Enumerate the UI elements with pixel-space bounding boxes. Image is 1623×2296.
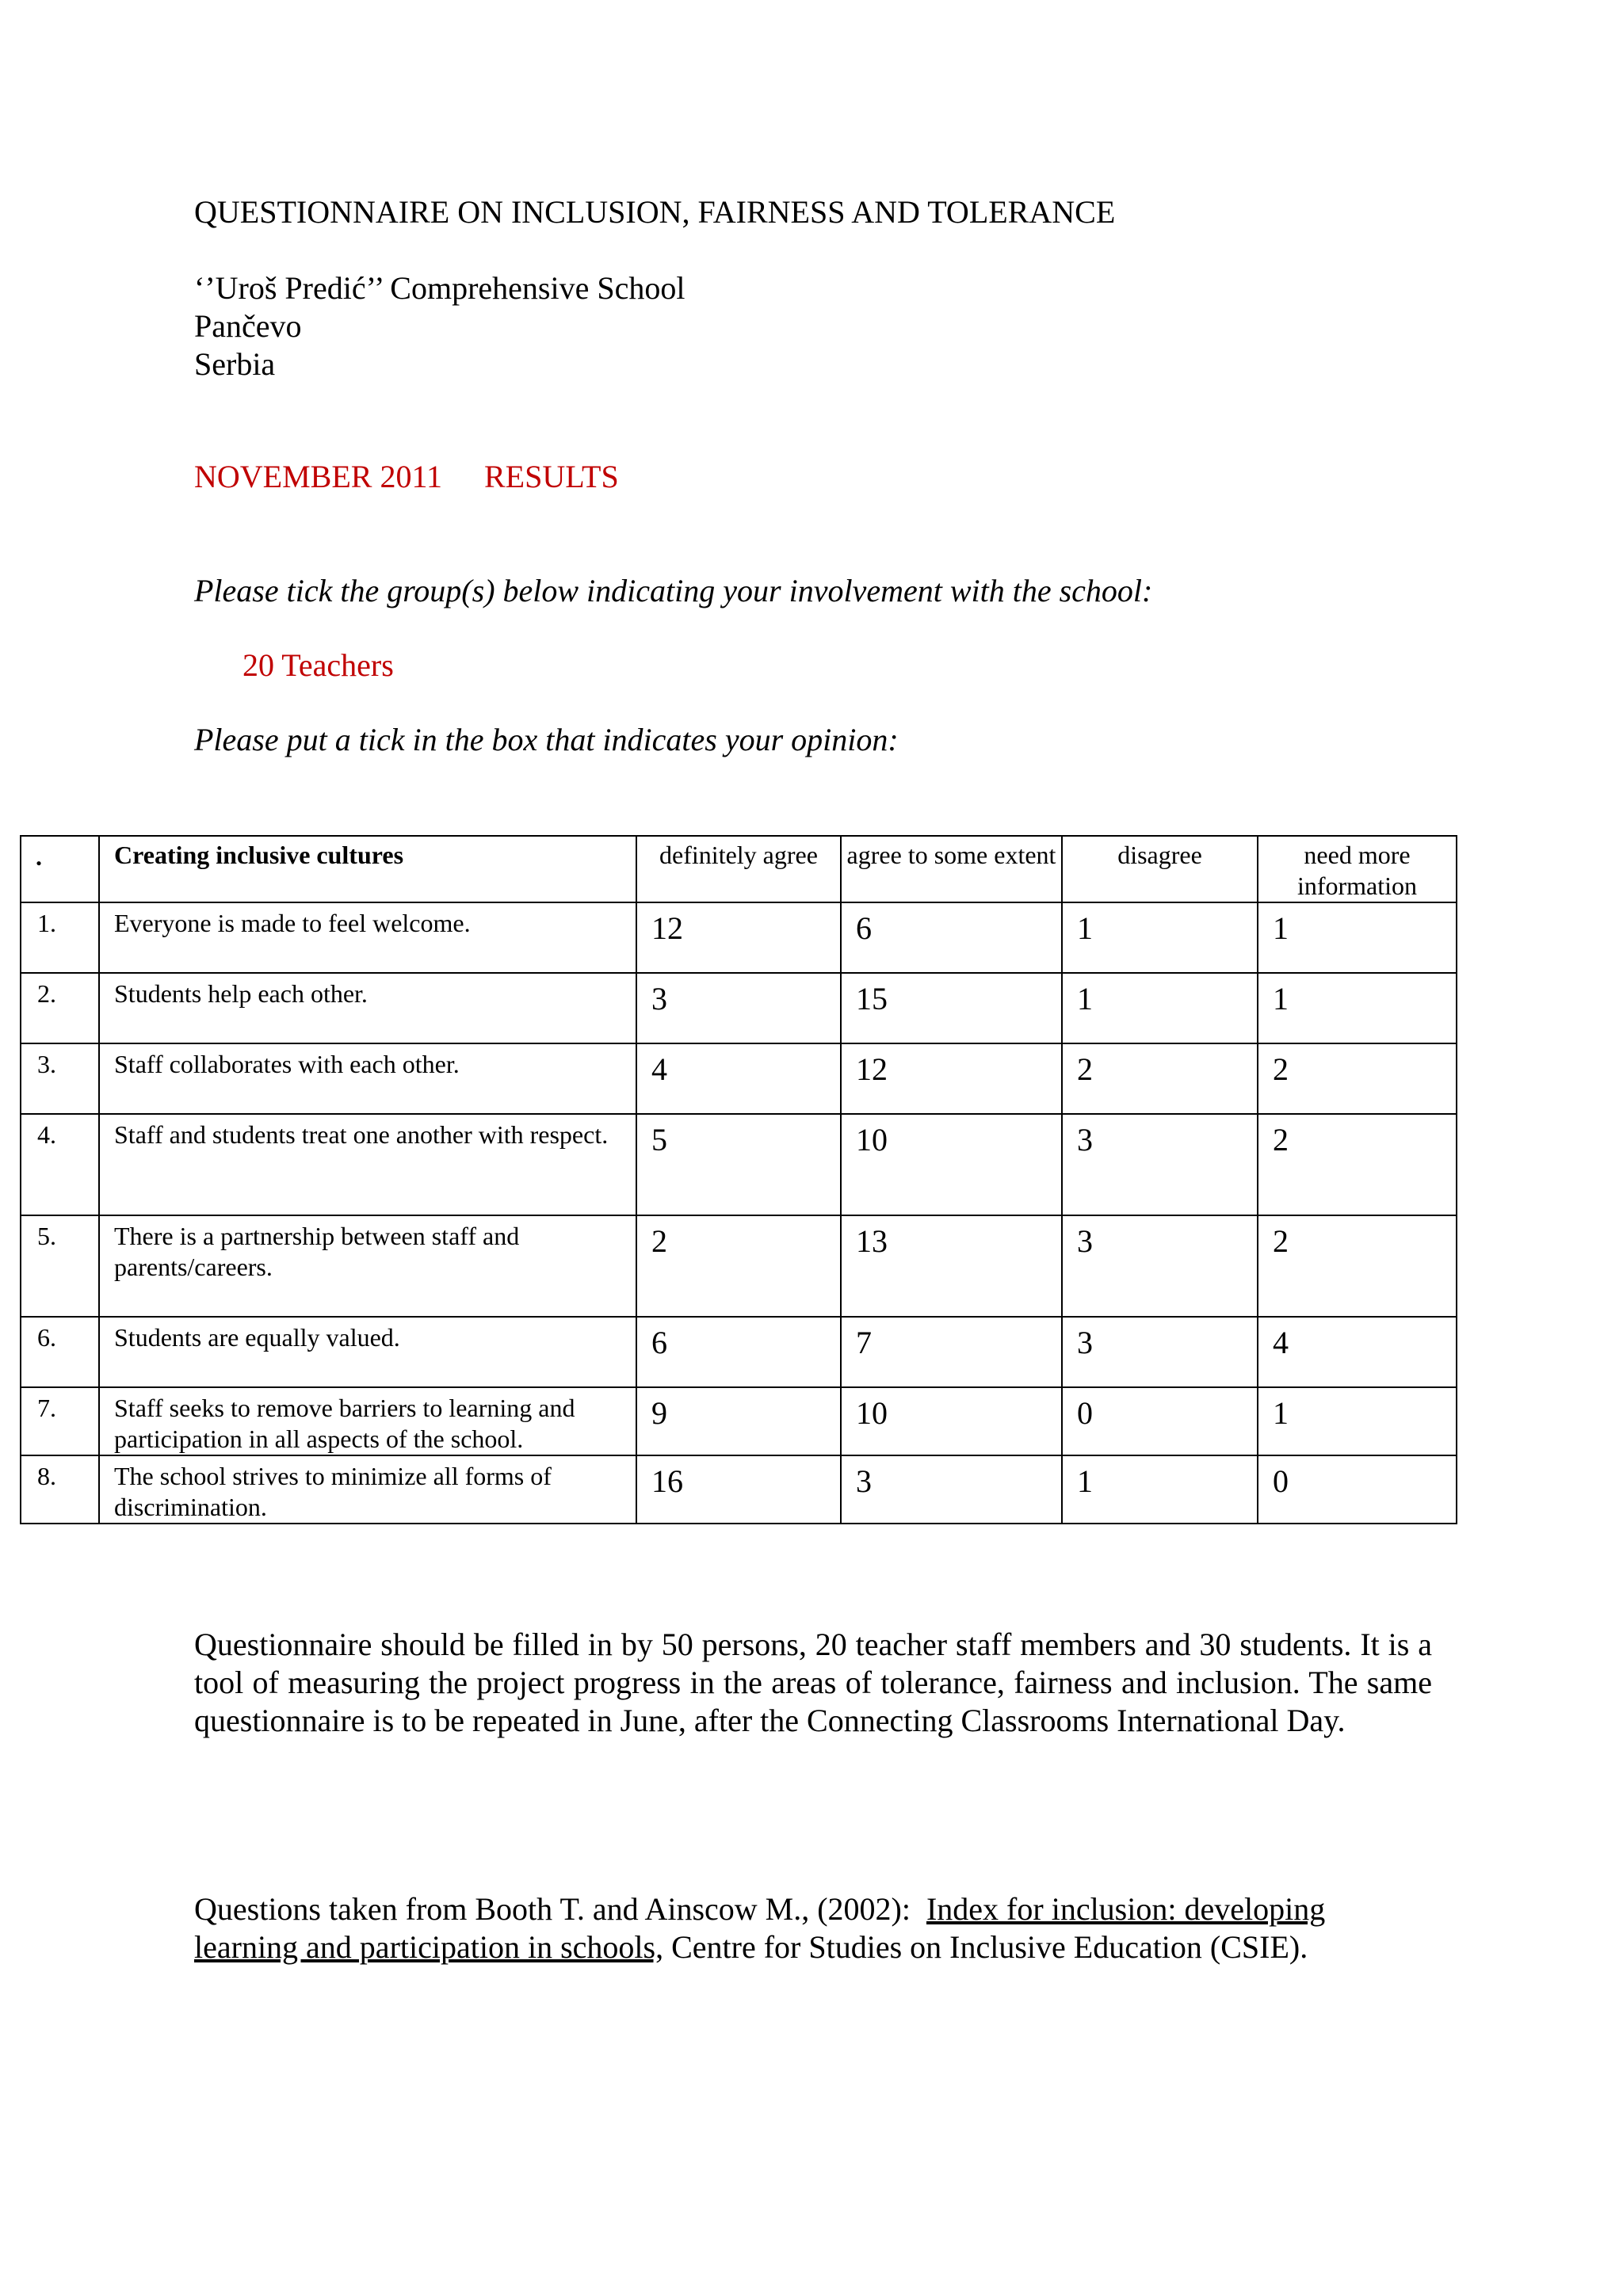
row-number: 1.: [21, 902, 99, 973]
value-agree-some-extent: 3: [841, 1455, 1062, 1524]
row-question: There is a partnership between staff and parents/careers.: [99, 1215, 636, 1317]
value-need-more-info: 1: [1258, 1387, 1457, 1455]
group-prompt: Please tick the group(s) below indicating your involvement with the school:: [194, 573, 1153, 608]
source-suffix: Centre for Studies on Inclusive Education (CSIE).: [671, 1929, 1308, 1965]
row-number: 8.: [21, 1455, 99, 1524]
source-citation: [194, 1890, 1432, 1966]
value-agree-some-extent: 15: [841, 973, 1062, 1043]
value-agree-some-extent: 7: [841, 1317, 1062, 1387]
source-prefix: Questions taken from Booth T. and Ainscow M., (2002):: [194, 1891, 911, 1927]
row-question: Staff and students treat one another with respect.: [99, 1114, 636, 1215]
table-row: [21, 1387, 1457, 1455]
table-row: [21, 973, 1457, 1043]
row-question: Staff collaborates with each other.: [99, 1043, 636, 1114]
row-question: Staff seeks to remove barriers to learning and participation in all aspects of the school.: [99, 1387, 636, 1455]
table-header-row: [21, 836, 1457, 902]
row-number: 5.: [21, 1215, 99, 1317]
value-definitely-agree: 16: [636, 1455, 841, 1524]
school-country: Serbia: [194, 346, 276, 382]
value-agree-some-extent: 13: [841, 1215, 1062, 1317]
table-row: [21, 1043, 1457, 1114]
group-answer: 20 Teachers: [242, 647, 394, 683]
value-need-more-info: 1: [1258, 973, 1457, 1043]
value-need-more-info: 4: [1258, 1317, 1457, 1387]
section-title: Creating inclusive cultures: [99, 836, 636, 902]
school-city: Pančevo: [194, 308, 302, 344]
row-question: Students are equally valued.: [99, 1317, 636, 1387]
row-question: The school strives to minimize all forms of discrimination.: [99, 1455, 636, 1524]
row-number: 4.: [21, 1114, 99, 1215]
value-disagree: 2: [1062, 1043, 1258, 1114]
school-name: ‘’Uroš Predić’’ Comprehensive School: [194, 270, 685, 306]
value-need-more-info: 0: [1258, 1455, 1457, 1524]
row-number: 7.: [21, 1387, 99, 1455]
value-disagree: 3: [1062, 1317, 1258, 1387]
value-need-more-info: 1: [1258, 902, 1457, 973]
col-header-need-more-info: need more information: [1258, 836, 1457, 902]
value-definitely-agree: 5: [636, 1114, 841, 1215]
source-title: Index for inclusion: developing learning and participation in schools,: [194, 1891, 1326, 1965]
row-question: Students help each other.: [99, 973, 636, 1043]
value-agree-some-extent: 10: [841, 1114, 1062, 1215]
value-definitely-agree: 4: [636, 1043, 841, 1114]
notes-paragraph: Questionnaire should be filled in by 50 persons, 20 teacher staff members and 30 students. It is a tool of measuring the project progress in the areas of tolerance, fairness and inclusion. The same questionnaire is to be repeated in June, after the Connecting Classrooms International Day.: [194, 1627, 1432, 1738]
results-table: [20, 835, 1457, 1524]
value-definitely-agree: 2: [636, 1215, 841, 1317]
col-header-disagree: disagree: [1062, 836, 1258, 902]
table-row: [21, 1317, 1457, 1387]
table-row: [21, 1114, 1457, 1215]
value-need-more-info: 2: [1258, 1043, 1457, 1114]
value-definitely-agree: 12: [636, 902, 841, 973]
value-disagree: 1: [1062, 1455, 1258, 1524]
col-header-definitely-agree: definitely agree: [636, 836, 841, 902]
value-disagree: 3: [1062, 1114, 1258, 1215]
results-label: RESULTS: [484, 459, 619, 494]
row-number: 6.: [21, 1317, 99, 1387]
value-agree-some-extent: 12: [841, 1043, 1062, 1114]
value-definitely-agree: 9: [636, 1387, 841, 1455]
value-disagree: 3: [1062, 1215, 1258, 1317]
value-need-more-info: 2: [1258, 1114, 1457, 1215]
table-row: [21, 1455, 1457, 1524]
value-disagree: 1: [1062, 973, 1258, 1043]
value-disagree: 0: [1062, 1387, 1258, 1455]
row-question: Everyone is made to feel welcome.: [99, 902, 636, 973]
value-disagree: 1: [1062, 902, 1258, 973]
value-need-more-info: 2: [1258, 1215, 1457, 1317]
value-definitely-agree: 3: [636, 973, 841, 1043]
document-title: QUESTIONNAIRE ON INCLUSION, FAIRNESS AND TOLERANCE: [194, 194, 1116, 230]
table-row: [21, 1215, 1457, 1317]
survey-date: NOVEMBER 2011: [194, 459, 442, 494]
table-corner: .: [21, 836, 99, 902]
value-agree-some-extent: 10: [841, 1387, 1062, 1455]
opinion-prompt: Please put a tick in the box that indicates your opinion:: [194, 722, 899, 757]
row-number: 2.: [21, 973, 99, 1043]
value-definitely-agree: 6: [636, 1317, 841, 1387]
value-agree-some-extent: 6: [841, 902, 1062, 973]
col-header-agree-some-extent: agree to some extent: [841, 836, 1062, 902]
table-row: [21, 902, 1457, 973]
row-number: 3.: [21, 1043, 99, 1114]
